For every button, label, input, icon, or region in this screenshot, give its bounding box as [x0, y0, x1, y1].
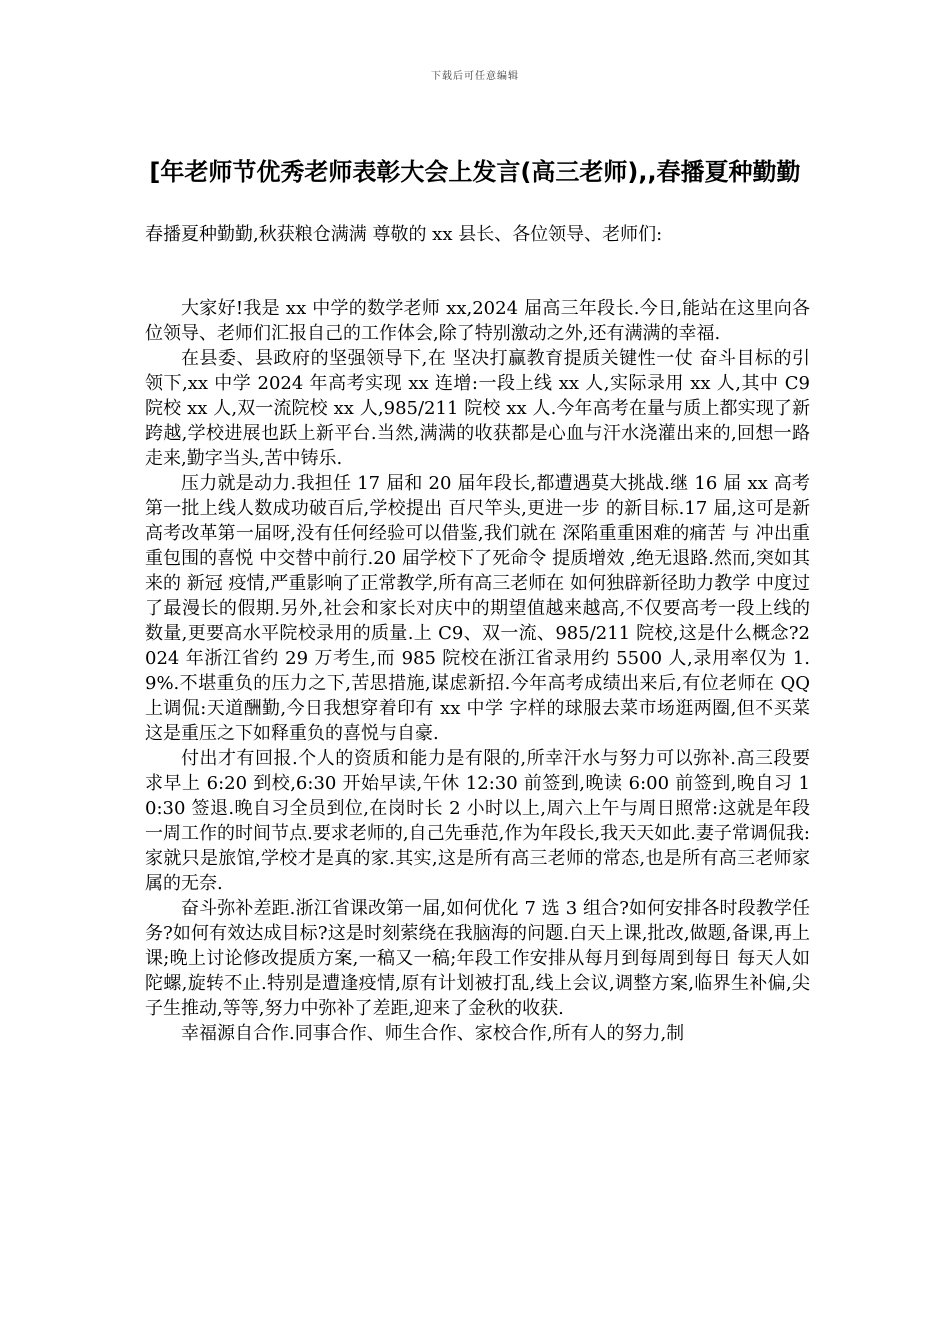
document-body — [145, 296, 810, 1046]
document-title: [年老师节优秀老师表彰大会上发言(高三老师),,春播夏种勤勤 — [149, 158, 801, 186]
paragraph-effort: 付出才有回报.个人的资质和能力是有限的,所幸汗水与努力可以弥补.高三段要求早上 6:20 到校,6:30 开始早读,午休 12:30 前签到,晚读 6:00 前签到,晚自习 10:30 签退.晚自习全员到位,在岗时长 2 小时以上,周六上午与周日照常:这就是年段一周工作的时间节点.要求老师的,自己先垂范,作为年段长,我天天如此.妻子常调侃我:家就只是旅馆,学校才是真的家.其实,这是所有高三老师的常态,也是所有高三老师家属的无奈. — [145, 748, 810, 894]
paragraph-cooperation: 幸福源自合作.同事合作、师生合作、家校合作,所有人的努力,制 — [181, 1023, 685, 1044]
paragraph-greeting: 大家好!我是 xx 中学的数学老师 xx,2024 届高三年段长.今日,能站在这里向各位领导、老师们汇报自己的工作体会,除了特别激动之外,还有满满的幸福. — [145, 298, 810, 344]
intro-line: 春播夏种勤勤,秋获粮仓满满 尊敬的 xx 县长、各位领导、老师们: — [145, 224, 663, 245]
paragraph-pressure: 压力就是动力.我担任 17 届和 20 届年段长,都遭遇莫大挑战.继 16 届 xx 高考第一批上线人数成功破百后,学校提出 百尺竿头,更进一步 的新目标.17 届,这可是新高考改革第一届呀,没有任何经验可以借鉴,我们就在 深陷重重困难的痛苦 与 冲出重重包围的喜悦 中交替中前行.20 届学校下了死命令 提质增效 ,绝无退路.然而,突如其来的 新冠 疫情,严重影响了正常教学,所有高三老师在 如何独辟新径助力教学 中度过了最漫长的假期.另外,社会和家长对庆中的期望值越来越高,不仅要高考一段上线的数量,更要高水平院校录用的质量.上 C9、双一流、985/211 院校,这是什么概念?2024 年浙江省约 29 万考生,而 985 院校在浙江省录用约 5500 人,录用率仅为 1.9%.不堪重负的压力之下,苦思措施,谋虑新招.今年高考成绩出来后,有位老师在 QQ 上调侃:天道酬勤,今日我想穿着印有 xx 中学 字样的球服去菜市场逛两圈,但不买菜 这是重压之下如释重负的喜悦与自豪. — [145, 473, 810, 744]
header-note: 下载后可任意编辑 — [431, 71, 519, 82]
paragraph-struggle: 奋斗弥补差距.浙江省课改第一届,如何优化 7 选 3 组合?如何安排各时段教学任务?如何有效达成目标?这是时刻萦绕在我脑海的问题.白天上课,批改,做题,备课,再上课;晚上讨论修改提质方案,一稿又一稿;年段工作安排从每月到每周到每日 每天人如陀螺,旋转不止.特别是遭逢疫情,原有计划被打乱,线上会议,调整方案,临界生补偏,尖子生推动,等等,努力中弥补了差距,迎来了金秋的收获. — [145, 898, 810, 1019]
paragraph-achievements: 在县委、县政府的坚强领导下,在 坚决打赢教育提质关键性一仗 奋斗目标的引领下,xx 中学 2024 年高考实现 xx 连增:一段上线 xx 人,实际录用 xx 人,其中 C9 院校 xx 人,双一流院校 xx 人,985/211 院校 xx 人.今年高考在量与质上都实现了新跨越,学校进展也跃上新平台.当然,满满的收获都是心血与汗水浇灌出来的,回想一路走来,勤字当头,苦中铸乐. — [145, 348, 810, 469]
